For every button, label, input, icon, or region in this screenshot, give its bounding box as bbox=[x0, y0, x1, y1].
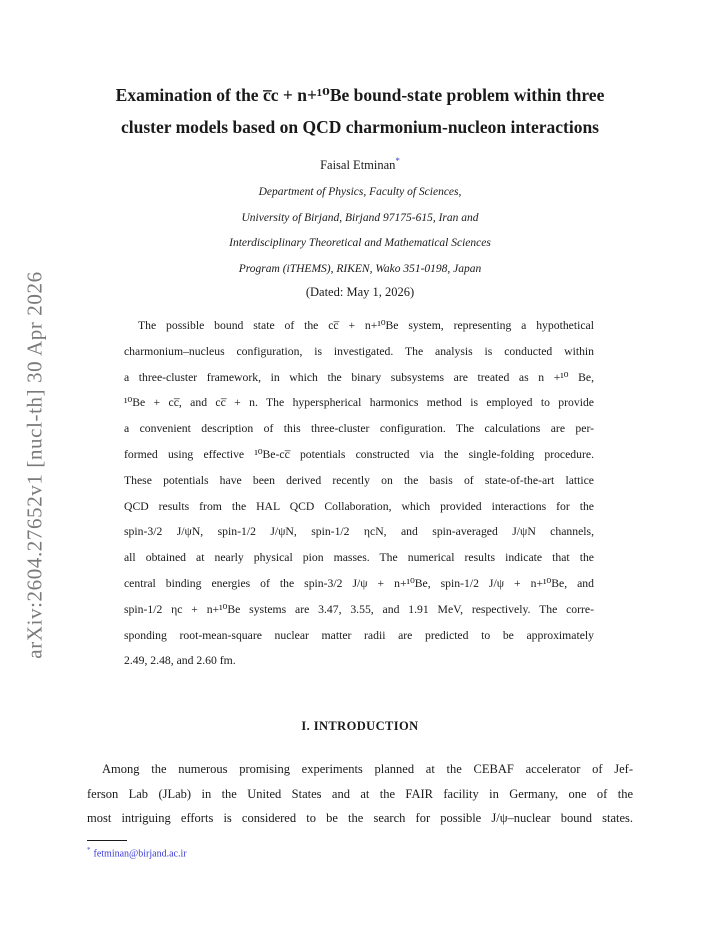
footnote-divider bbox=[87, 840, 127, 841]
abstract-line: all obtained at nearly physical pion masses. The numerical results indicate that the bbox=[124, 551, 594, 565]
affiliation-line: Department of Physics, Faculty of Sciences, bbox=[258, 186, 462, 198]
section-heading-introduction: I. INTRODUCTION bbox=[301, 719, 419, 733]
affiliation-block bbox=[0, 180, 720, 283]
footnote bbox=[87, 846, 187, 859]
affiliation-line: Interdisciplinary Theoretical and Mathematical Sciences bbox=[229, 237, 491, 250]
introduction-paragraph bbox=[87, 757, 633, 831]
affiliation-line: University of Birjand, Birjand 97175-615, Iran and bbox=[241, 211, 479, 224]
abstract-line: central binding energies of the spin-3/2 J/ψ + n+¹⁰Be, spin-1/2 J/ψ + n+¹⁰Be, and bbox=[124, 576, 594, 590]
abstract-line: a three-cluster framework, in which the binary subsystems are treated as n +¹⁰ Be, bbox=[124, 370, 594, 384]
abstract bbox=[124, 313, 594, 674]
abstract-line: spin-1/2 ηc + n+¹⁰Be systems are 3.47, 3.55, and 1.91 MeV, respectively. The corre- bbox=[124, 602, 594, 616]
author bbox=[0, 156, 720, 173]
title-line-1: Examination of the c̅c + n+¹⁰Be bound-state problem within three bbox=[115, 85, 605, 105]
abstract-line: charmonium–nucleus configuration, is investigated. The analysis is conducted within bbox=[124, 344, 594, 358]
paper-title bbox=[80, 79, 640, 143]
abstract-line: ¹⁰Be + cc̅, and cc̅ + n. The hyperspherical harmonics method is employed to provide bbox=[124, 396, 594, 410]
title-line-2: cluster models based on QCD charmonium-nucleon interactions bbox=[120, 117, 599, 137]
intro-line: Among the numerous promising experiments planned at the CEBAF accelerator of Jef- bbox=[102, 762, 633, 776]
intro-line: ferson Lab (JLab) in the United States and at the FAIR facility in Germany, one of the bbox=[87, 786, 633, 801]
date-line: (Dated: May 1, 2026) bbox=[305, 285, 415, 299]
affiliation-line: Program (iTHEMS), RIKEN, Wako 351-0198, Japan bbox=[238, 263, 482, 276]
footnote-mark: * bbox=[87, 846, 91, 854]
arxiv-identifier-stamp: arXiv:2604.27652v1 [nucl-th] 30 Apr 2026 bbox=[22, 271, 47, 659]
author-footnote-mark[interactable]: * bbox=[395, 156, 400, 166]
abstract-line: a convenient description of this three-cluster configuration. The calculations are per- bbox=[124, 422, 594, 436]
footnote-email-link[interactable]: fetminan@birjand.ac.ir bbox=[93, 848, 187, 860]
abstract-line: These potentials have been derived recently on the basis of state-of-the-art lattice bbox=[124, 473, 594, 487]
abstract-line: QCD results from the HAL QCD Collaboration, which provided interactions for the bbox=[124, 499, 594, 513]
abstract-line: The possible bound state of the cc̅ + n+¹⁰Be system, representing a hypothetical bbox=[138, 319, 594, 332]
abstract-line: formed using effective ¹⁰Be-cc̅ potentials constructed via the single-folding procedure. bbox=[124, 447, 594, 461]
abstract-line: 2.49, 2.48, and 2.60 fm. bbox=[124, 654, 236, 668]
author-name: Faisal Etminan bbox=[320, 158, 396, 173]
intro-line: most intriguing efforts is considered to be the search for possible J/ψ–nuclear bound states. bbox=[87, 811, 633, 825]
abstract-line: sponding root-mean-square nuclear matter radii are predicted to be approximately bbox=[124, 628, 594, 642]
abstract-line: spin-3/2 J/ψN, spin-1/2 J/ψN, spin-1/2 ηcN, and spin-averaged J/ψN channels, bbox=[124, 525, 594, 539]
